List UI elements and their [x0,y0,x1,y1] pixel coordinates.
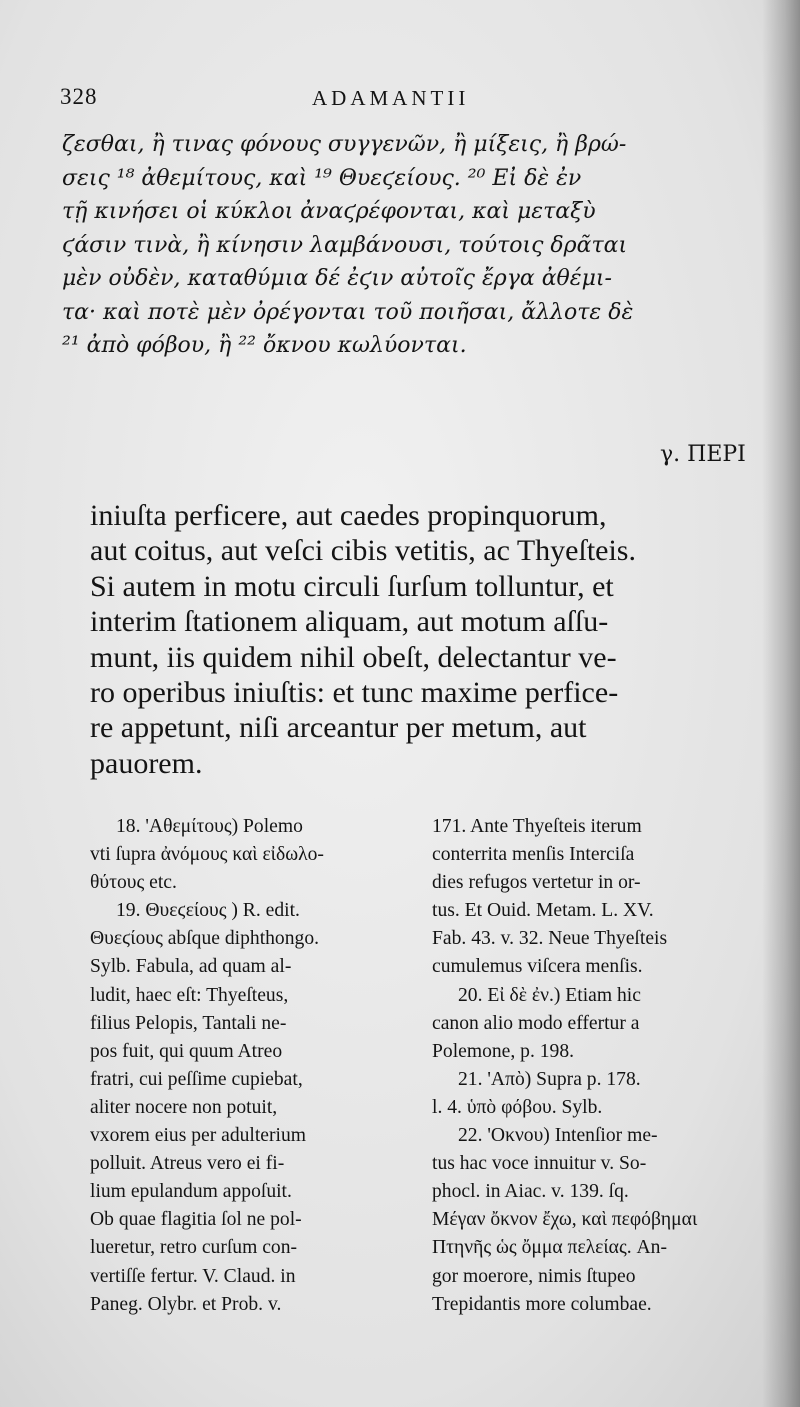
footnote-line: dies refugos vertetur in or- [432,872,641,894]
latin-line: aut coitus, aut veſci cibis vetitis, ac Thyeſteis. [90,534,636,568]
greek-line: τῇ κινήσει οἱ κύκλοι ἀναϛρέφονται, καὶ μεταξὺ [62,199,596,224]
latin-line: interim ſtationem aliquam, aut motum aſſu- [90,605,609,639]
greek-line: σεις ¹⁸ ἀθεμίτους, καὶ ¹⁹ Θυεϛείους. ²⁰ Εἰ δὲ ἐν [62,165,582,191]
footnote-line: Μέγαν ὄκνον ἔχω, καὶ πεφόβημαι [432,1209,698,1231]
footnote-line: Fab. 43. v. 32. Neue Thyeſteis [432,928,668,950]
footnote-line: 22. 'Οκνου) Intenſior me- [458,1125,658,1147]
footnotes-right-column [432,813,752,1319]
footnote-line: θύτους etc. [90,872,177,894]
greek-line: μὲν οὐδὲν, καταθύμια δέ ἐϛιν αὐτοῖς ἔργα ἀθέμι- [62,266,612,291]
footnote-line: fratri, cui peſſime cupiebat, [90,1068,303,1090]
footnote-line: 21. 'Απὸ) Supra p. 178. [458,1068,641,1090]
latin-line: munt, iis quidem nihil obeſt, delectantur ve- [90,640,617,674]
footnote-line: cumulemus viſcera menſis. [432,956,643,978]
greek-line: ²¹ ἀπὸ φόβου, ἢ ²² ὄκνου κωλύονται. [62,333,467,358]
footnote-line: canon alio modo effertur a [432,1012,640,1034]
footnote-line: vertiſſe fertur. V. Claud. in [90,1265,296,1287]
greek-text-block [62,128,738,363]
footnote-line: Θυεϛίους abſque diphthongo. [90,928,320,950]
footnote-line: gor moerore, nimis ſtupeo [432,1265,636,1287]
footnote-line: Sylb. Fabula, ad quam al- [90,956,292,978]
footnote-line: 20. Εἰ δὲ ἐν.) Etiam hic [458,984,641,1006]
footnote-line: 171. Ante Thyeſteis iterum [432,816,642,837]
page-edge-shadow [762,0,800,1407]
footnote-line: Trepidantis more columbae. [432,1293,652,1315]
greek-line: τα· καὶ ποτὲ μὲν ὀρέγονται τοῦ ποιῆσαι, ἄλλοτε δὲ [62,299,634,325]
footnote-line: Ob quae flagitia ſol ne pol- [90,1209,302,1231]
latin-line: ro operibus iniuſtis: et tunc maxime perfice- [90,676,619,710]
latin-text-block [90,498,738,781]
footnote-line: Polemone, p. 198. [432,1040,575,1062]
running-head: ADAMANTII [312,86,470,110]
footnote-line: l. 4. ὑπὸ φόβου. Sylb. [432,1096,603,1118]
latin-line: re appetunt, niſi arceantur per metum, aut [90,711,587,745]
footnote-line: pos fuit, qui quum Atreo [90,1040,283,1062]
footnote-line: ludit, haec eſt: Thyeſteus, [90,984,289,1006]
footnote-line: Paneg. Olybr. et Prob. v. [90,1293,282,1315]
latin-line: iniuſta perficere, aut caedes propinquorum, [90,499,607,532]
footnotes-left-column [90,813,412,1319]
footnote-line: vti ſupra ἀνόμους καὶ εἰδωλο- [90,844,324,866]
footnote-line: phocl. in Aiac. v. 139. ſq. [432,1181,629,1203]
footnote-line: conterrita menſis Interciſa [432,844,635,866]
footnote-line: filius Pelopis, Tantali ne- [90,1012,287,1034]
footnote-line: vxorem eius per adulterium [90,1125,307,1147]
footnote-line: 19. Θυεϛείους ) R. edit. [116,900,300,922]
greek-line: ζεσθαι, ἢ τινας φόνους συγγενῶν, ἢ μίξεις, ἢ βρώ- [62,132,627,157]
footnote-line: Πτηνῆς ὡς ὄμμα πελείας. An- [432,1237,667,1259]
footnote-line: 18. 'Αθεμίτους) Polemo [116,816,303,837]
footnote-line: tus. Et Ouid. Metam. L. XV. [432,900,654,922]
footnote-line: tus hac voce innuitur v. So- [432,1153,647,1175]
footnote-line: lium epulandum appoſuit. [90,1181,292,1203]
page-number: 328 [60,84,98,109]
greek-line: ϛάσιν τινὰ, ἢ κίνησιν λαμβάνουσι, τούτοις δρᾶται [62,232,628,258]
page-header [60,84,740,120]
footnote-line: polluit. Atreus vero ei fi- [90,1153,285,1175]
footnote-line: lueretur, retro curſum con- [90,1237,298,1259]
latin-line: Si autem in motu circuli ſurſum tolluntur, et [90,569,614,603]
footnote-line: aliter nocere non potuit, [90,1096,278,1118]
latin-line: pauorem. [90,746,203,780]
section-heading: γ. ΠΕΡΙ [660,442,746,467]
